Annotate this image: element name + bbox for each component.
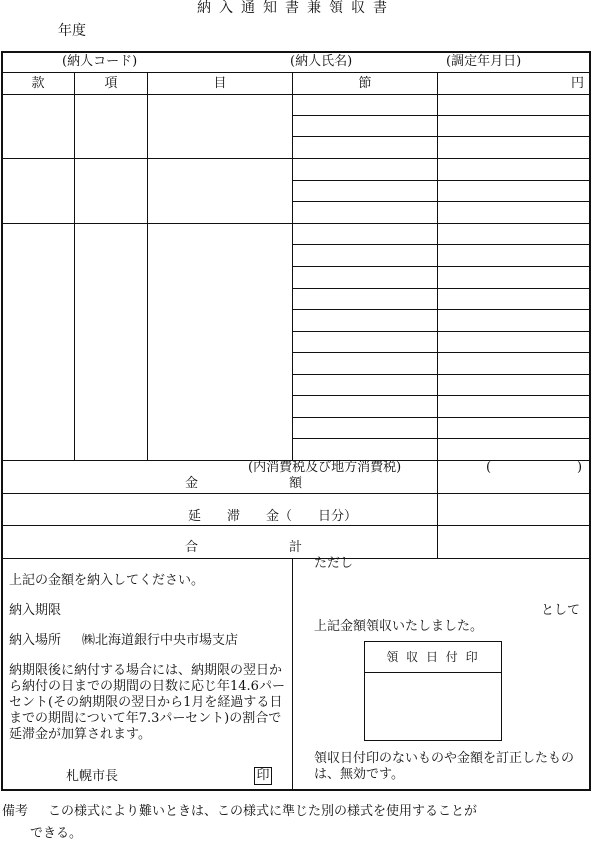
remarks-label: 備考 [2, 804, 29, 819]
official-seal: 印 [254, 767, 272, 785]
tax-paren-close: ) [577, 460, 583, 475]
row-line [292, 288, 590, 289]
payer-name-label: (納人氏名) [290, 54, 353, 69]
payer-code-label: (納人コード) [62, 54, 138, 69]
grid-line [437, 72, 438, 558]
divider [2, 94, 590, 95]
as-label: として [541, 603, 581, 618]
amount-label: 金 額 [185, 476, 303, 491]
tax-paren-open: ( [486, 460, 492, 475]
row-line [292, 309, 590, 310]
receipt-stamp-box [364, 641, 502, 741]
row-line [292, 266, 590, 267]
row-line [292, 374, 590, 375]
payment-place-label: 納入場所 [9, 633, 62, 648]
received-statement: 上記金額領収いたしました。 [314, 619, 484, 634]
row-line [292, 115, 590, 116]
form-title: 納入通知書兼領収書 [197, 0, 395, 16]
row-line [292, 438, 590, 439]
divider [2, 493, 590, 494]
tax-included-note: (内消費税及び地方消費税) [248, 460, 402, 475]
divider [2, 72, 590, 73]
group-divider [2, 158, 292, 159]
grid-line [292, 558, 293, 790]
group-divider [2, 223, 292, 224]
row-line [292, 395, 590, 396]
divider [2, 558, 590, 559]
row-line [292, 136, 590, 137]
grid-line [147, 72, 148, 460]
total-label: 合 計 [185, 540, 303, 555]
column-kou: 項 [104, 76, 118, 91]
payment-request: 上記の金額を納入してください。 [9, 573, 205, 588]
row-line [292, 201, 590, 202]
remarks-line-2: できる。 [30, 826, 83, 841]
due-date-label: 納入期限 [9, 603, 62, 618]
fiscal-year-label: 年度 [58, 23, 86, 39]
column-setsu: 節 [358, 76, 372, 91]
row-line [292, 331, 590, 332]
row-line [292, 352, 590, 353]
mayor-label: 札幌市長 [66, 769, 119, 784]
remarks-line-1: この様式により難いときは、この様式に準じた別の様式を使用することが [48, 804, 478, 819]
column-yen: 円 [570, 76, 584, 91]
row-line [292, 180, 590, 181]
late-fee-label: 延 滞 金（ 日分） [188, 509, 358, 524]
receipt-stamp-label: 領 収 日 付 印 [365, 642, 501, 673]
column-moku: 目 [213, 76, 227, 91]
row-line [292, 417, 590, 418]
late-fee-notice: 納期限後に納付する場合には、納期限の翌日から納付の日までの期間の日数に応じ年14.6パーセント(その納期限の翌日から1月を経過する日までの期間について年7.3パーセント)の割合で延滞金が加算されます。 [9, 663, 285, 742]
assessment-date-label: (調定年月日) [446, 54, 522, 69]
row-line [292, 244, 590, 245]
row-line [292, 223, 590, 224]
column-kan: 款 [31, 76, 45, 91]
invalid-receipt-note: 領収日付印のないものや金額を訂正したものは、無効です。 [314, 751, 575, 782]
payment-place-value: ㈱北海道銀行中央市場支店 [82, 633, 239, 648]
proviso-label: ただし [314, 556, 354, 571]
row-line [292, 158, 590, 159]
grid-line [74, 72, 75, 460]
divider [2, 525, 590, 526]
